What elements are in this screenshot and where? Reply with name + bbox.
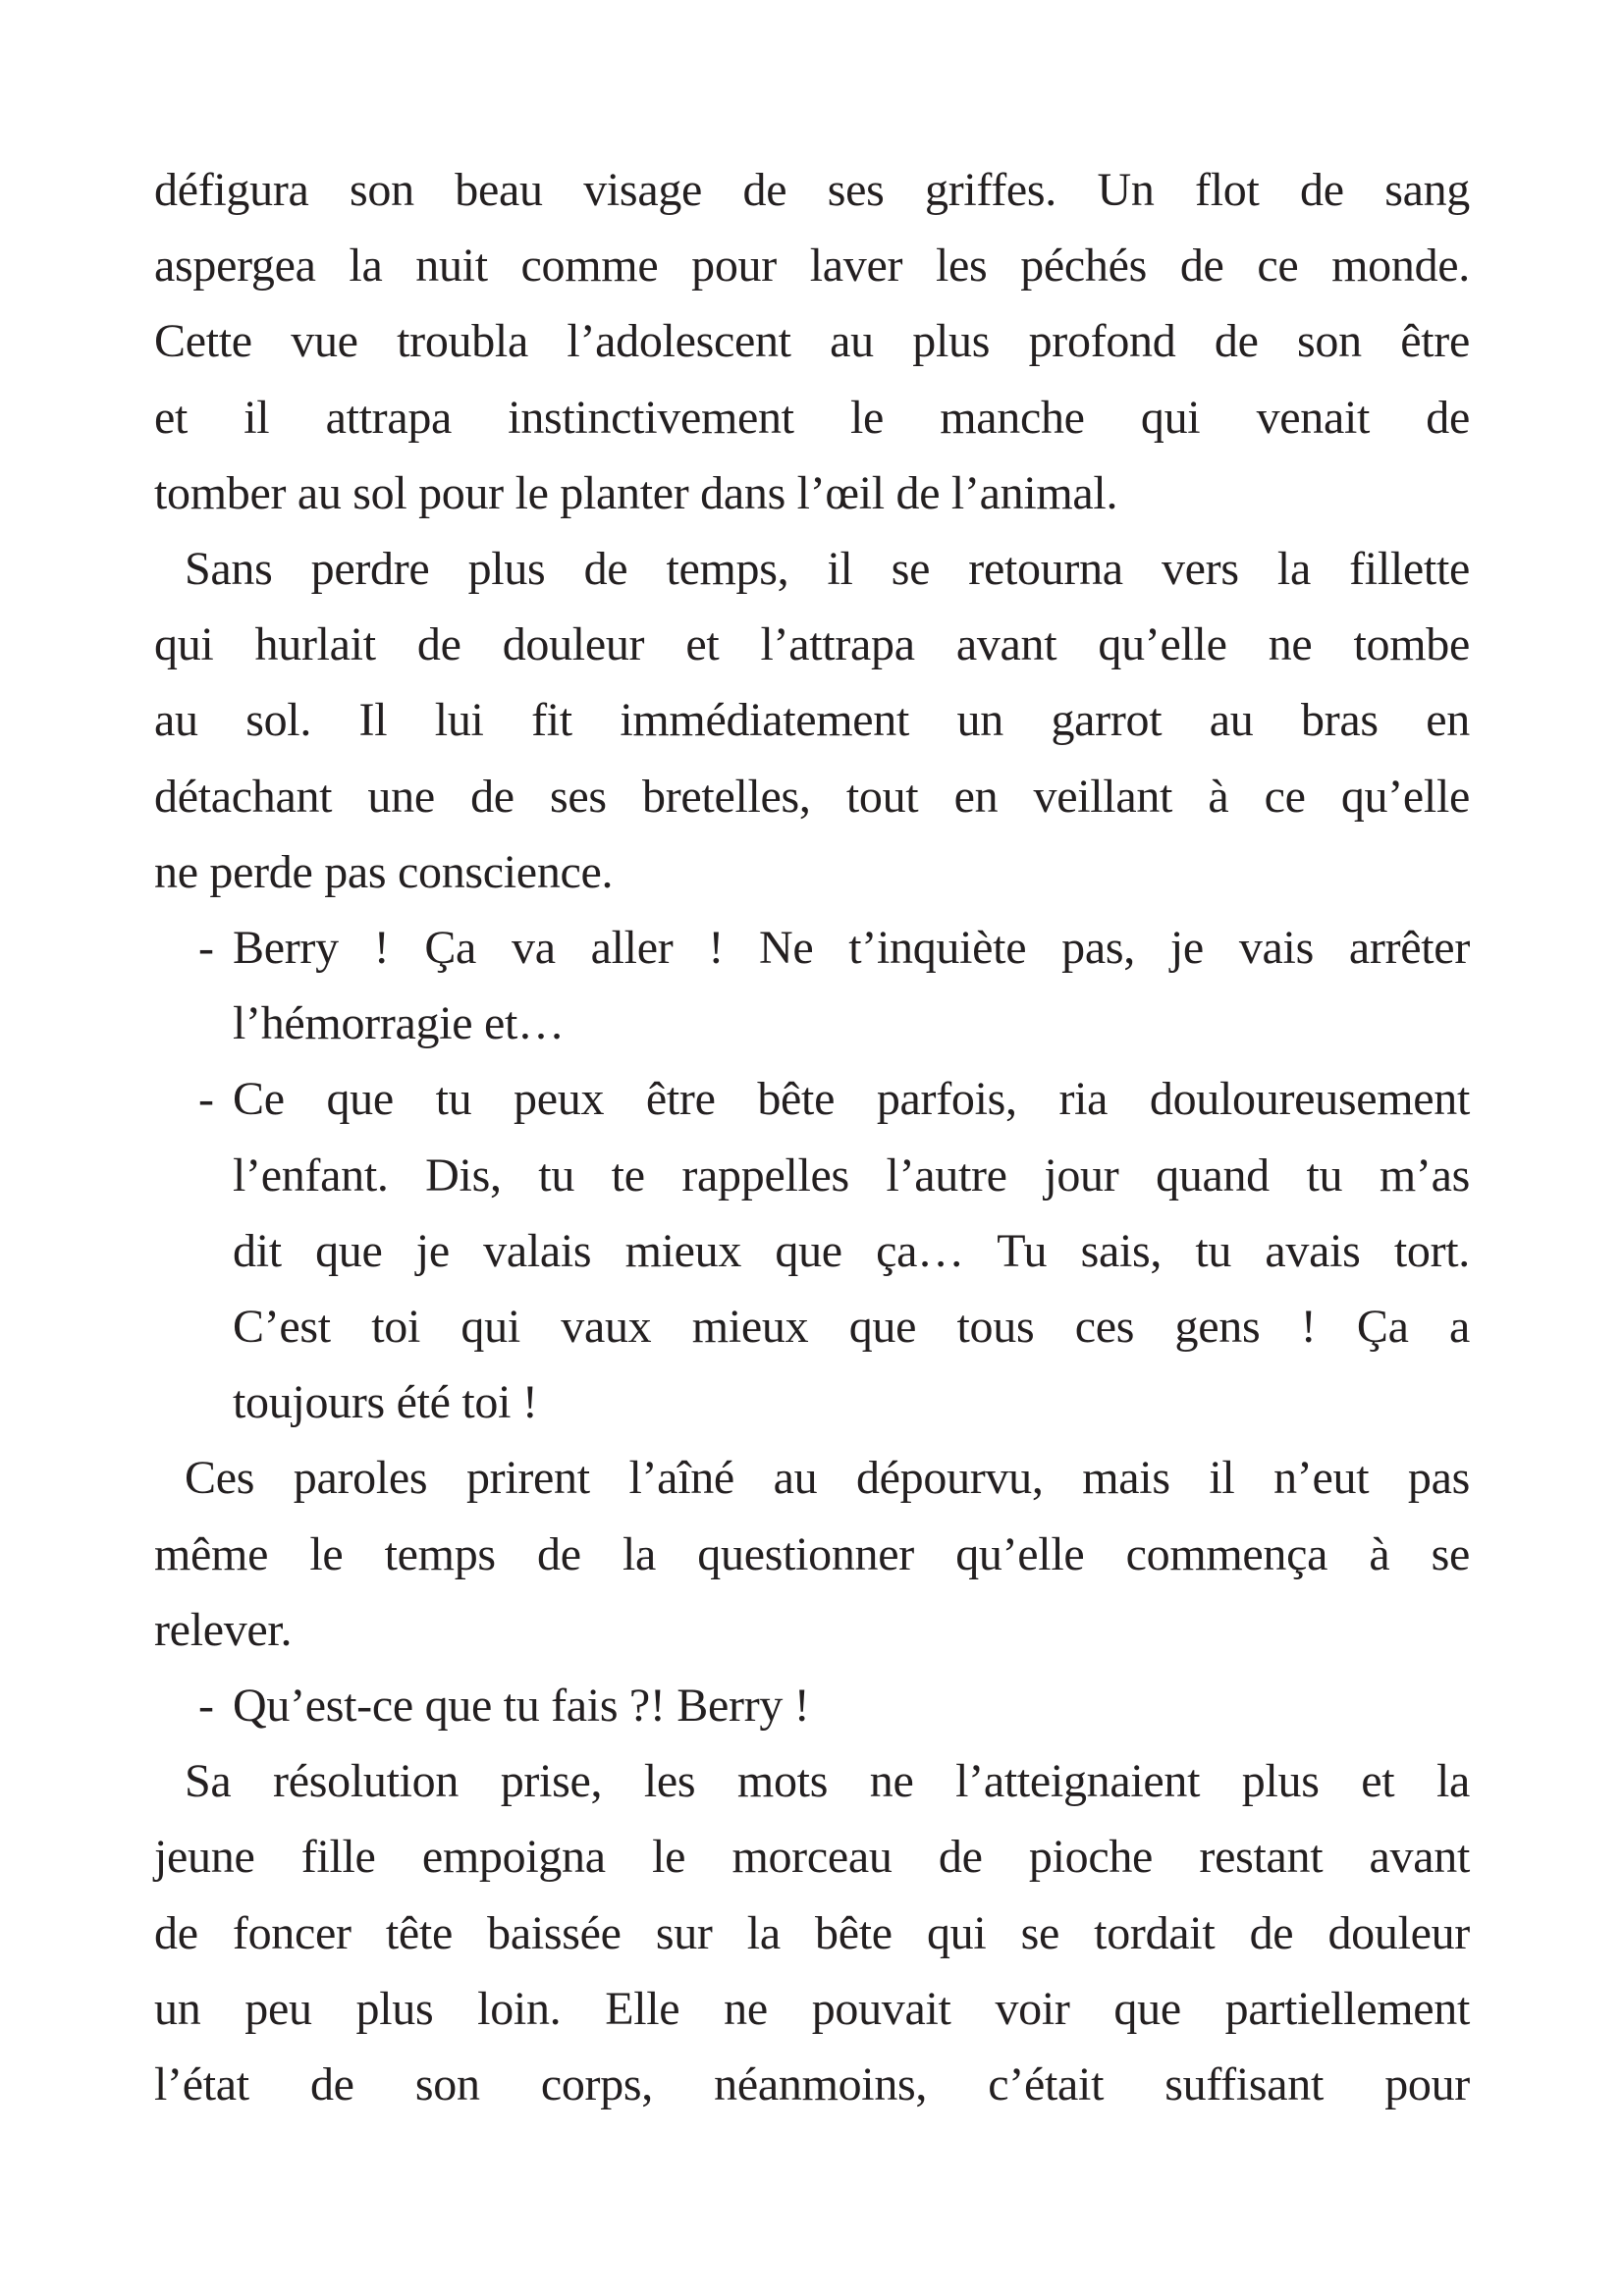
text-line: détachant une de ses bretelles, tout en veillant à ce qu’elle (154, 770, 1470, 823)
text-line: Qu’est-ce que tu fais ?! Berry ! (233, 1680, 810, 1733)
dialogue-line-1 (154, 910, 1470, 1061)
paragraph-3 (154, 1440, 1470, 1668)
text-line: qui hurlait de douleur et l’attrapa avant qu’elle ne tombe (154, 618, 1470, 671)
text-line: tomber au sol pour le planter dans l’œil de l’animal. (154, 466, 1118, 519)
dialogue-dash: - (198, 1073, 214, 1126)
text-line: défigura son beau visage de ses griffes. Un flot de sang (154, 164, 1470, 216)
dialogue-line-3 (154, 1668, 1470, 1743)
text-line: l’état de son corps, néanmoins, c’était suffisant pour (154, 2058, 1470, 2111)
text-line: au sol. Il lui fit immédiatement un garrot au bras en (154, 694, 1470, 747)
text-line: l’hémorragie et… (233, 997, 565, 1050)
text-line: jeune fille empoigna le morceau de pioche restant avant (154, 1831, 1470, 1884)
text-line: même le temps de la questionner qu’elle commença à se (154, 1527, 1470, 1580)
text-line: de foncer tête baissée sur la bête qui se tordait de douleur (154, 1906, 1470, 1959)
text-line: relever. (154, 1603, 293, 1656)
text-line: Cette vue troubla l’adolescent au plus profond de son être (154, 315, 1470, 368)
text-line: aspergea la nuit comme pour laver les péchés de ce monde. (154, 240, 1470, 293)
paragraph-1 (154, 152, 1470, 531)
text-line: un peu plus loin. Elle ne pouvait voir que partiellement (154, 1982, 1470, 2035)
text-line: toujours été toi ! (233, 1376, 538, 1429)
dialogue-dash: - (198, 922, 214, 975)
text-line: et il attrapa instinctivement le manche qui venait de (154, 391, 1470, 444)
text-line: Ce que tu peux être bête parfois, ria douloureusement (233, 1073, 1470, 1126)
text-line: C’est toi qui vaux mieux que tous ces gens ! Ça a (233, 1301, 1470, 1354)
text-line: dit que je valais mieux que ça… Tu sais, tu avais tort. (233, 1224, 1470, 1277)
book-page (154, 152, 1470, 2122)
text-line: Ces paroles prirent l’aîné au dépourvu, mais il n’eut pas (185, 1452, 1470, 1505)
text-line: Sa résolution prise, les mots ne l’atteignaient plus et la (185, 1755, 1470, 1808)
text-line: Sans perdre plus de temps, il se retourna vers la fillette (185, 543, 1470, 596)
paragraph-2 (154, 531, 1470, 910)
dialogue-dash: - (198, 1680, 214, 1733)
text-line: Berry ! Ça va aller ! Ne t’inquiète pas, je vais arrêter (233, 922, 1470, 975)
text-line: ne perde pas conscience. (154, 845, 614, 898)
text-line: l’enfant. Dis, tu te rappelles l’autre jour quand tu m’as (233, 1148, 1470, 1201)
paragraph-4 (154, 1743, 1470, 2122)
dialogue-line-2 (154, 1061, 1470, 1440)
